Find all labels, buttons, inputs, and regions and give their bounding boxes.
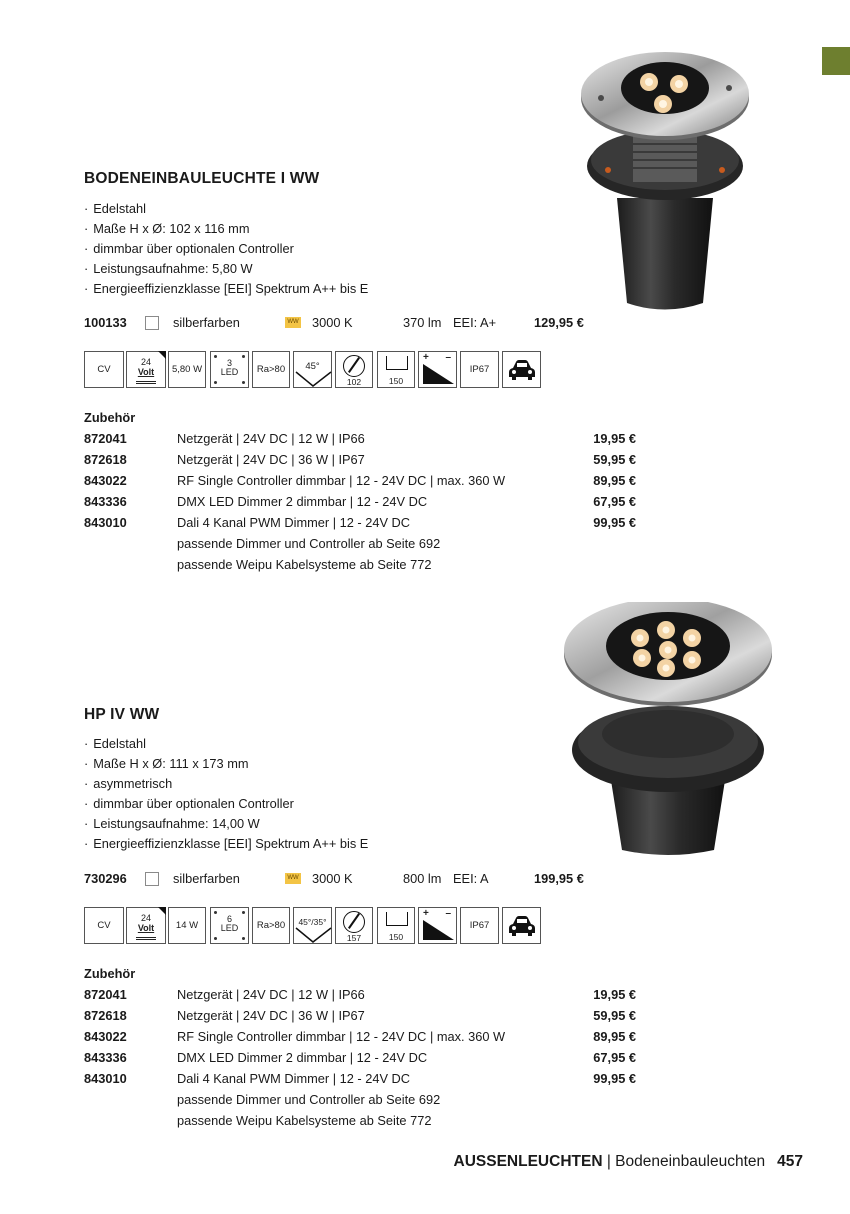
color-name: silberfarben	[173, 315, 240, 330]
accessory-row: 872618 Netzgerät | 24V DC | 36 W | IP67 59,95 €	[84, 452, 636, 467]
wattage-icon: 5,80 W	[168, 351, 206, 388]
article-number: 730296	[84, 871, 127, 886]
accessory-note: passende Weipu Kabelsysteme ab Seite 772	[177, 1113, 432, 1128]
dimmable-icon: + –	[418, 907, 457, 944]
accessory-note: passende Dimmer und Controller ab Seite 692	[177, 1092, 441, 1107]
accessory-row: 872041 Netzgerät | 24V DC | 12 W | IP66 19,95 €	[84, 987, 636, 1002]
page-number: 457	[777, 1153, 803, 1170]
luminous-flux: 800 lm	[403, 871, 442, 886]
energy-class: EEI: A	[453, 871, 489, 886]
accessory-row: 843010 Dali 4 Kanal PWM Dimmer | 12 - 24V DC 99,95 €	[84, 515, 636, 530]
accessories-heading: Zubehör	[84, 410, 136, 425]
car-icon	[502, 907, 541, 944]
accessory-note: passende Dimmer und Controller ab Seite 692	[177, 536, 441, 551]
page-footer	[454, 1153, 803, 1171]
beam-angle-icon: 45°	[293, 351, 332, 388]
color-swatch	[145, 872, 159, 886]
product-title: BODENEINBAULEUCHTE I WW	[84, 170, 320, 187]
feature-item: · Maße H x Ø: 111 x 173 mm	[84, 754, 368, 774]
feature-list	[84, 734, 368, 854]
ip-rating-icon: IP67	[460, 907, 499, 944]
article-row	[84, 314, 604, 334]
footer-subsection: Bodeneinbauleuchten	[615, 1153, 766, 1170]
feature-item: · Energieeffizienzklasse [EEI] Spektrum A++ bis E	[84, 279, 368, 299]
feature-item: · dimmbar über optionalen Controller	[84, 239, 368, 259]
accessory-row: 843022 RF Single Controller dimmbar | 12 - 24V DC | max. 360 W 89,95 €	[84, 1029, 636, 1044]
article-row	[84, 870, 604, 890]
feature-item: · asymmetrisch	[84, 774, 368, 794]
accessory-note: passende Weipu Kabelsysteme ab Seite 772	[177, 557, 432, 572]
color-rendering-icon: Ra>80	[252, 907, 290, 944]
feature-item: · Leistungsaufnahme: 14,00 W	[84, 814, 368, 834]
color-swatch	[145, 316, 159, 330]
feature-item: · Leistungsaufnahme: 5,80 W	[84, 259, 368, 279]
accessory-row: 872041 Netzgerät | 24V DC | 12 W | IP66 19,95 €	[84, 431, 636, 446]
voltage-icon: 24 Volt	[126, 907, 166, 944]
beam-angle-icon: 45°/35°	[293, 907, 332, 944]
color-temperature: 3000 K	[312, 315, 353, 330]
led-count-icon: 6 LED	[210, 907, 249, 944]
dimmable-icon: + –	[418, 351, 457, 388]
accessories-heading: Zubehör	[84, 966, 136, 981]
color-rendering-icon: Ra>80	[252, 351, 290, 388]
article-number: 100133	[84, 315, 127, 330]
product-title: HP IV WW	[84, 706, 160, 723]
constant-voltage-icon: CV	[84, 907, 124, 944]
feature-item: · Maße H x Ø: 102 x 116 mm	[84, 219, 368, 239]
feature-list	[84, 199, 368, 299]
accessory-row: 843010 Dali 4 Kanal PWM Dimmer | 12 - 24V DC 99,95 €	[84, 1071, 636, 1086]
warm-white-badge: WW	[285, 873, 301, 884]
color-name: silberfarben	[173, 871, 240, 886]
color-temperature: 3000 K	[312, 871, 353, 886]
footer-section: AUSSENLEUCHTEN	[453, 1153, 603, 1170]
constant-voltage-icon: CV	[84, 351, 124, 388]
led-count-icon: 3 LED	[210, 351, 249, 388]
article-price: 129,95 €	[534, 315, 584, 330]
light-diameter-icon: 157	[335, 907, 373, 944]
accessory-row: 843336 DMX LED Dimmer 2 dimmbar | 12 - 24V DC 67,95 €	[84, 1050, 636, 1065]
energy-class: EEI: A+	[453, 315, 497, 330]
warm-white-badge: WW	[285, 317, 301, 328]
section-color-tab	[822, 47, 850, 75]
accessory-row: 843022 RF Single Controller dimmbar | 12 - 24V DC | max. 360 W 89,95 €	[84, 473, 636, 488]
installation-depth-icon: 150	[377, 351, 415, 388]
feature-item: · Edelstahl	[84, 734, 368, 754]
article-price: 199,95 €	[534, 871, 584, 886]
car-icon	[502, 351, 541, 388]
luminous-flux: 370 lm	[403, 315, 442, 330]
ip-rating-icon: IP67	[460, 351, 499, 388]
light-diameter-icon: 102	[335, 351, 373, 388]
feature-item: · Energieeffizienzklasse [EEI] Spektrum A++ bis E	[84, 834, 368, 854]
installation-depth-icon: 150	[377, 907, 415, 944]
voltage-icon: 24 Volt	[126, 351, 166, 388]
feature-item: · dimmbar über optionalen Controller	[84, 794, 368, 814]
feature-item: · Edelstahl	[84, 199, 368, 219]
product-image-1	[575, 48, 755, 316]
accessory-row: 843336 DMX LED Dimmer 2 dimmbar | 12 - 24V DC 67,95 €	[84, 494, 636, 509]
product-image-2	[562, 602, 774, 860]
wattage-icon: 14 W	[168, 907, 206, 944]
footer-separator: |	[602, 1153, 616, 1170]
accessory-row: 872618 Netzgerät | 24V DC | 36 W | IP67 59,95 €	[84, 1008, 636, 1023]
